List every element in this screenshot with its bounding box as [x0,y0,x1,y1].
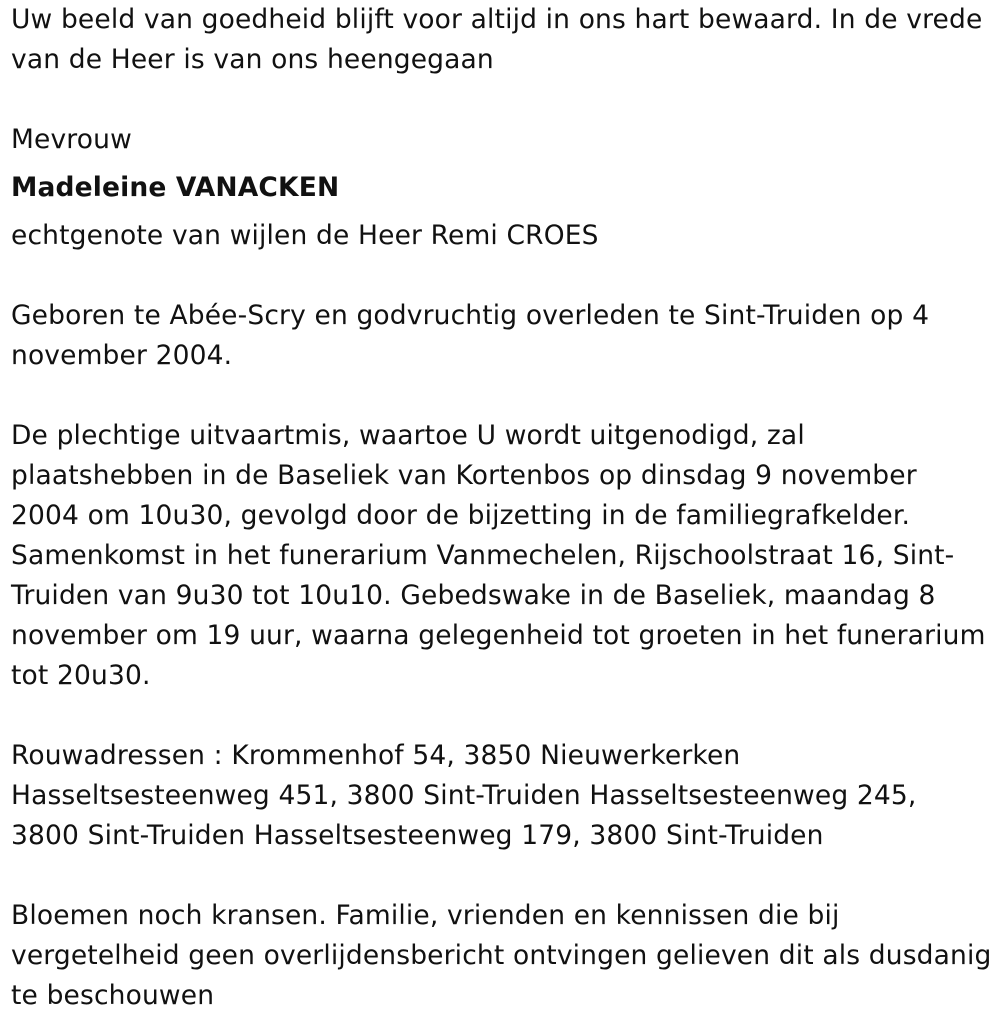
closing-paragraph: Bloemen noch kransen. Familie, vrienden en kennissen die bij vergetelheid geen overlijdensbericht ontvingen gelieven dit als dusdanig te beschouwen [11,900,992,1011]
intro-paragraph: Uw beeld van goedheid blijft voor altijd in ons hart bewaard. In de vrede van de Heer is van ons heengegaan [11,4,983,75]
ceremony-paragraph: De plechtige uitvaartmis, waartoe U wordt uitgenodigd, zal plaatshebben in de Baseliek van Kortenbos op dinsdag 9 november 2004 om 10u30, gevolgd door de bijzetting in de familiegrafkelder. Samenkomst in het funerarium Vanmechelen, Rijschoolstraat 16, Sint-Truiden van 9u30 tot 10u10. Gebedswake in de Baseliek, maandag 8 november om 19 uur, waarna gelegenheid tot groeten in het funerarium tot 20u30. [11,420,986,691]
birth-death-paragraph: Geboren te Abée-Scry en godvruchtig overleden te Sint-Truiden op 4 november 2004. [11,300,930,371]
obituary-text [11,0,993,1016]
spouse-line: echtgenote van wijlen de Heer Remi CROES [11,220,599,251]
deceased-name: Madeleine VANACKEN [11,172,340,203]
addresses-paragraph: Rouwadressen : Krommenhof 54, 3850 Nieuwerkerken Hasseltsesteenweg 451, 3800 Sint-Truiden Hasseltsesteenweg 245, 3800 Sint-Truiden Hasseltsesteenweg 179, 3800 Sint-Truiden [11,740,917,851]
honorific-title: Mevrouw [11,124,132,155]
